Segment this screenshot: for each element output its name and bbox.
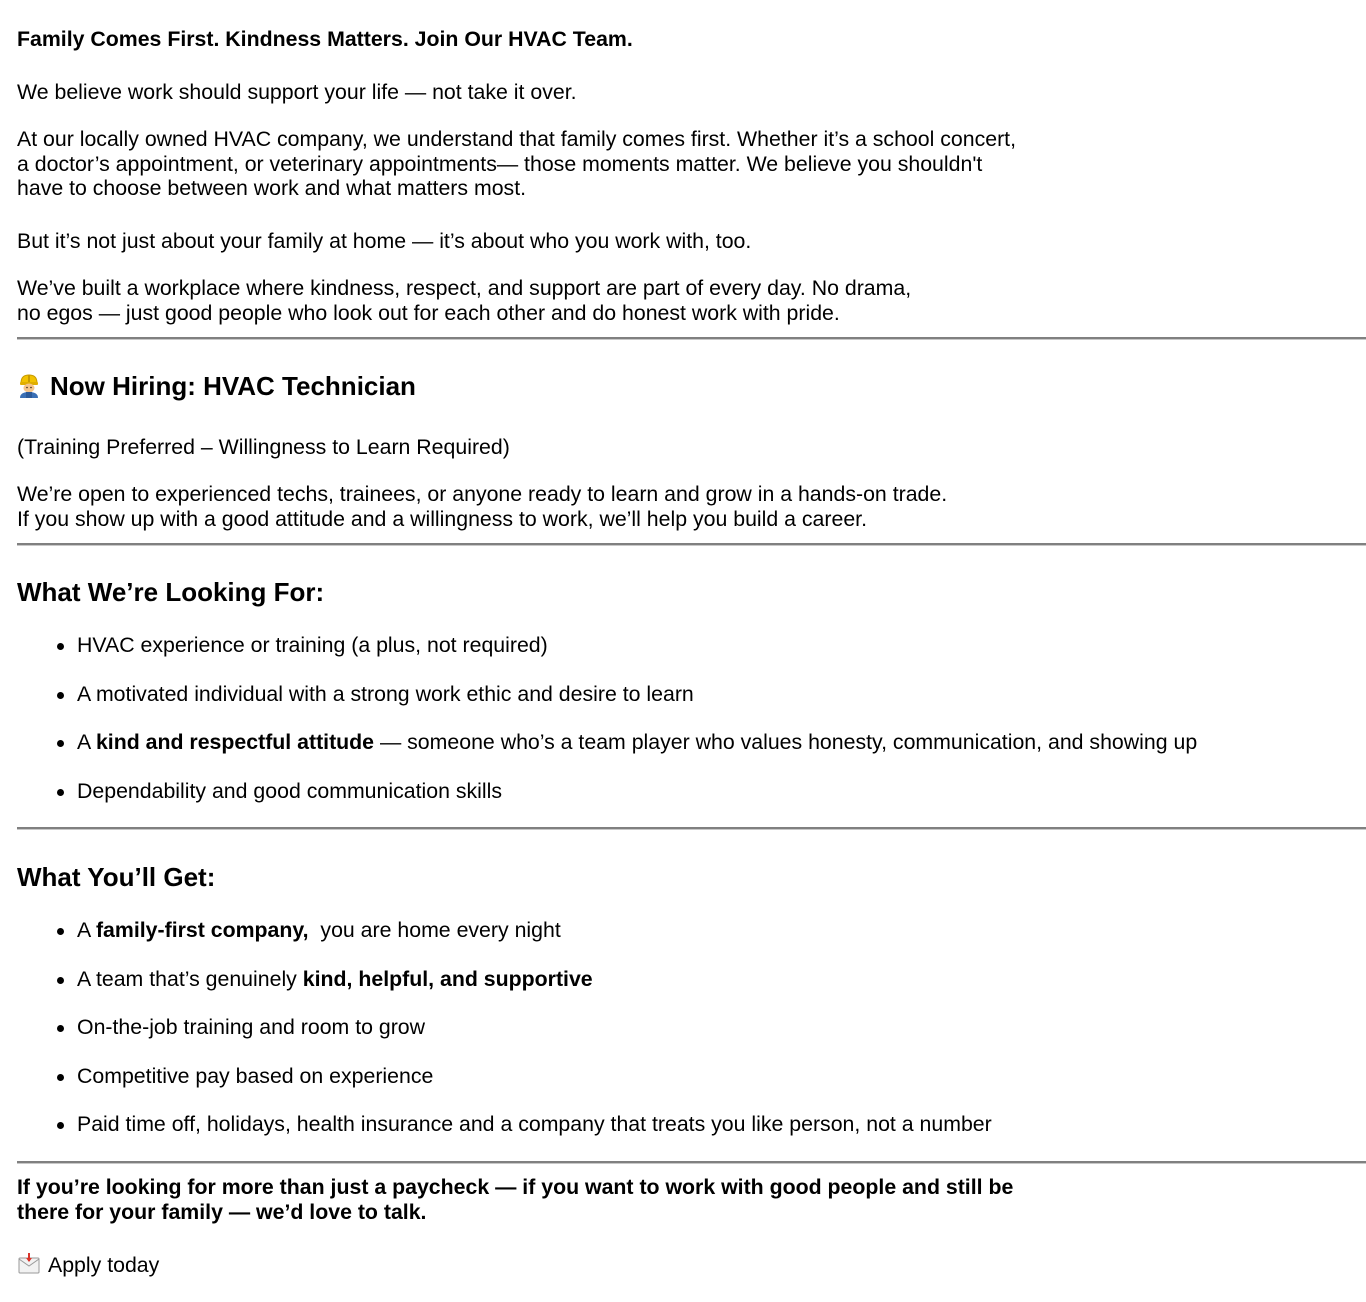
bullet [57,789,64,796]
paragraph-line: We’ve built a workplace where kindness, respect, and support are part of every day. No drama, [17,276,912,300]
apply-text: Apply today [48,1253,160,1277]
headline: Family Comes First. Kindness Matters. Join Our HVAC Team. [17,27,633,51]
list-item: On-the-job training and room to grow [17,1015,992,1064]
intro-line: We believe work should support your life — not take it over. [17,80,577,104]
workplace-paragraph [17,276,911,325]
envelope-icon [17,1252,41,1276]
family-line: But it’s not just about your family at home — it’s about who you work with, too. [17,229,752,253]
hiring-heading [17,371,416,401]
list-item: HVAC experience or training (a plus, not required) [17,633,1197,682]
bullet [57,692,64,699]
closing-line: If you’re looking for more than just a paycheck — if you want to work with good people and still be [17,1175,1014,1199]
hiring-paragraph [17,482,947,531]
intro-paragraph [17,127,1016,201]
paragraph-line: a doctor’s appointment, or veterinary appointments— those moments matter. We believe you shouldn't [17,151,983,176]
bullet [57,1025,64,1032]
you-get-list [17,918,992,1161]
paragraph-line: no egos — just good people who look out for each other and do honest work with pride. [17,300,840,325]
bullet [57,1122,64,1129]
list-item: A kind and respectful attitude — someone who’s a team player who values honesty, communication, and showing up [17,730,1197,779]
closing-message [17,1175,1013,1224]
list-item: A family-first company, you are home every night [17,918,992,967]
bullet [57,928,64,935]
list-item: Dependability and good communication skills [17,779,1197,828]
paragraph-line: At our locally owned HVAC company, we understand that family comes first. Whether it’s a school concert, [17,127,1017,151]
divider [17,337,1366,340]
list-item: Competitive pay based on experience [17,1064,992,1113]
divider [17,1161,1366,1164]
hiring-subtitle: (Training Preferred – Willingness to Learn Required) [17,435,510,459]
bullet [57,1074,64,1081]
hiring-title: Now Hiring: HVAC Technician [50,371,416,401]
bullet [57,643,64,650]
bullet [57,977,64,984]
bullet [57,740,64,747]
paragraph-line: If you show up with a good attitude and a willingness to work, we’ll help you build a career. [17,506,868,531]
you-get-heading: What You’ll Get: [17,862,216,892]
looking-for-heading: What We’re Looking For: [17,577,325,607]
list-item: A motivated individual with a strong work ethic and desire to learn [17,682,1197,731]
list-item: A team that’s genuinely kind, helpful, and supportive [17,967,992,1016]
construction-worker-icon [17,372,41,398]
paragraph-line: have to choose between work and what matters most. [17,176,527,200]
paragraph-line: We’re open to experienced techs, trainees, or anyone ready to learn and grow in a hands-on trade. [17,482,948,506]
list-item: Paid time off, holidays, health insurance and a company that treats you like person, not a number [17,1112,992,1161]
closing-line: there for your family — we’d love to talk. [17,1199,427,1224]
divider [17,543,1366,546]
apply-line [17,1252,159,1278]
looking-for-list [17,633,1197,827]
divider [17,827,1366,830]
